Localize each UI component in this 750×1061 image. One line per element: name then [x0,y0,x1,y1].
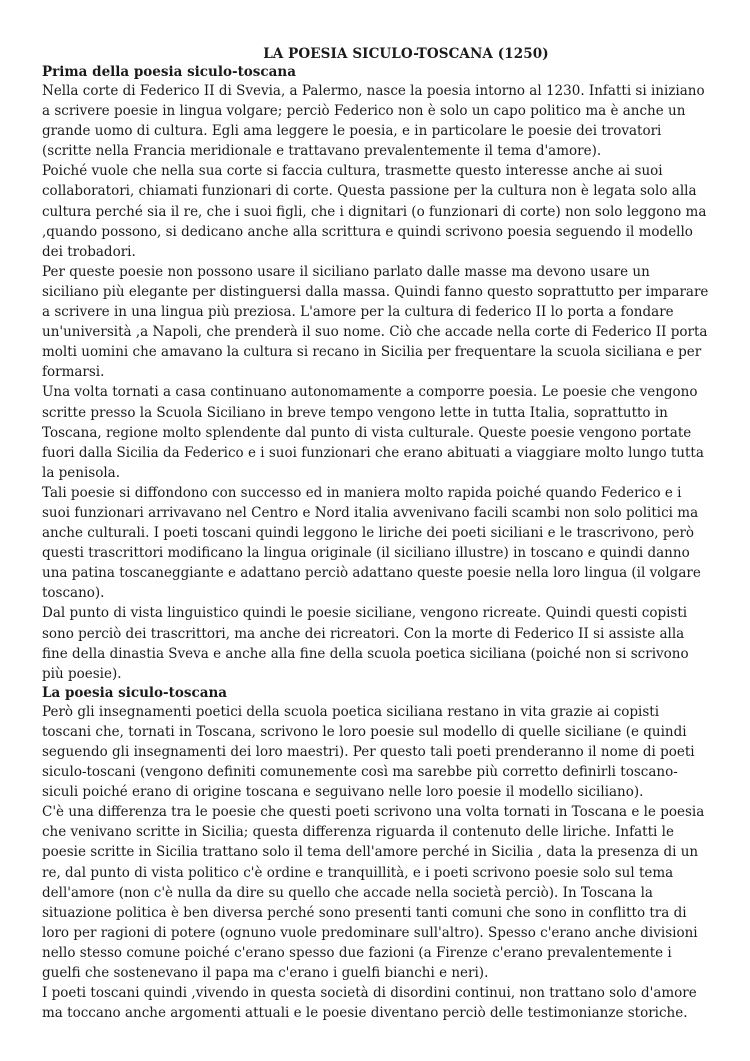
section-before-siculo-tuscan [42,63,710,684]
paragraph: C'è una differenza tra le poesie che questi poeti scrivono una volta tornati in Toscana e le poesia che venivano scritte in Sicilia; questa differenza riguarda il contenuto delle liriche. Infatti le poesie scritte in Sicilia trattano solo il tema dell'amore perché in Sicilia , data la presenza di un re, dal punto di vista politico c'è ordine e tranquillità, e i poeti scrivono poesie solo sul tema dell'amore (non c'è nulla da dire su quello che accade nella società perciò). In Toscana la situazione politica è ben diversa perché sono presenti tanti comuni che sono in conflitto tra di loro per ragioni di potere (ognuno vuole predominare sull'altro). Spesso c'erano anche divisioni nello stesso comune poiché c'erano spesso due fazioni (a Firenze c'erano prevalentemente i guelfi che sostenevano il papa ma c'erano i guelfi bianchi e neri). [42,804,705,982]
document-title: LA POESIA SICULO-TOSCANA (1250) [263,46,549,62]
paragraph: Nella corte di Federico II di Svevia, a Palermo, nasce la poesia intorno al 1230. Infatti si iniziano a scrivere poesie in lingua volgare; perciò Federico non è solo un capo politico ma è anche un grande uomo di cultura. Egli ama leggere le poesia, e in particolare le poesie dei trovatori (scritte nella Francia meridionale e trattavano prevalentemente il tema d'amore). [42,83,705,160]
section-heading: La poesia siculo-toscana [42,684,228,701]
paragraph: Una volta tornati a casa continuano autonomamente a comporre poesia. Le poesie che vengono scritte presso la Scuola Siciliano in breve tempo vengono lette in tutta Italia, soprattutto in Toscana, regione molto splendente dal punto di vista culturale. Queste poesie vengono portate fuori dalla Sicilia da Federico e i suoi funzionari che erano abituati a viaggiare molto lungo tutta la penisola. [42,384,704,481]
paragraph: Poiché vuole che nella sua corte si faccia cultura, trasmette questo interesse anche ai suoi collaboratori, chiamati funzionari di corte. Questa passione per la cultura non è legata solo alla cultura perché sia il re, che i suoi figli, che i dignitari (o funzionari di corte) non solo leggono ma ,quando possono, si dedicano anche alla scrittura e quindi scrivono poesia seguendo il modello dei trobadori. [42,163,707,260]
section-siculo-tuscan-poetry [42,684,710,1024]
paragraph: I poeti toscani quindi ,vivendo in questa società di disordini continui, non trattano solo d'amore ma toccano anche argomenti attuali e le poesie diventano perciò delle testimonianze storiche. [42,985,697,1022]
section-heading: Prima della poesia siculo-toscana [42,64,296,80]
paragraph: Dal punto di vista linguistico quindi le poesie siciliane, vengono ricreate. Quindi questi copisti sono perciò dei trascrittori, ma anche dei ricreatori. Con la morte di Federico II si assiste alla fine della dinastia Sveva e anche alla fine della scuola poetica siciliana (poiché non si scrivono più poesie). [42,605,689,682]
paragraph: Per queste poesie non possono usare il siciliano parlato dalle masse ma devono usare un siciliano più elegante per distinguersi dalla massa. Quindi fanno questo soprattutto per imparare a scrivere in una lingua più preziosa. L'amore per la cultura di federico II lo porta a fondare un'università ,a Napoli, che prenderà il suo nome. Ciò che accade nella corte di Federico II porta molti uomini che amavano la cultura si recano in Sicilia per frequentare la scuola siciliana e per formarsi. [42,263,709,381]
paragraph: Però gli insegnamenti poetici della scuola poetica siciliana restano in vita grazie ai copisti toscani che, tornati in Toscana, scrivono le loro poesie sul modello di quelle siciliane (e quindi seguendo gli insegnamenti dei loro maestri). Per questo tali poeti prenderanno il nome di poeti siculo-toscani (vengono definiti comunemente così ma sarebbe più corretto definirli toscano-siculi poiché erano di origine toscana e seguivano nelle loro poesie il modello siciliano). [42,703,695,801]
paragraph: Tali poesie si diffondono con successo ed in maniera molto rapida poiché quando Federico e i suoi funzionari arrivavano nel Centro e Nord italia avvenivano facili scambi non solo politici ma anche culturali. I poeti toscani quindi leggono le liriche dei poeti siciliani e le trascrivono, però questi trascrittori modificano la lingua originale (il siciliano illustre) in toscano e quindi danno una patina toscaneggiante e adattano perciò adattano queste poesie nella loro lingua (il volgare toscano). [42,484,701,602]
